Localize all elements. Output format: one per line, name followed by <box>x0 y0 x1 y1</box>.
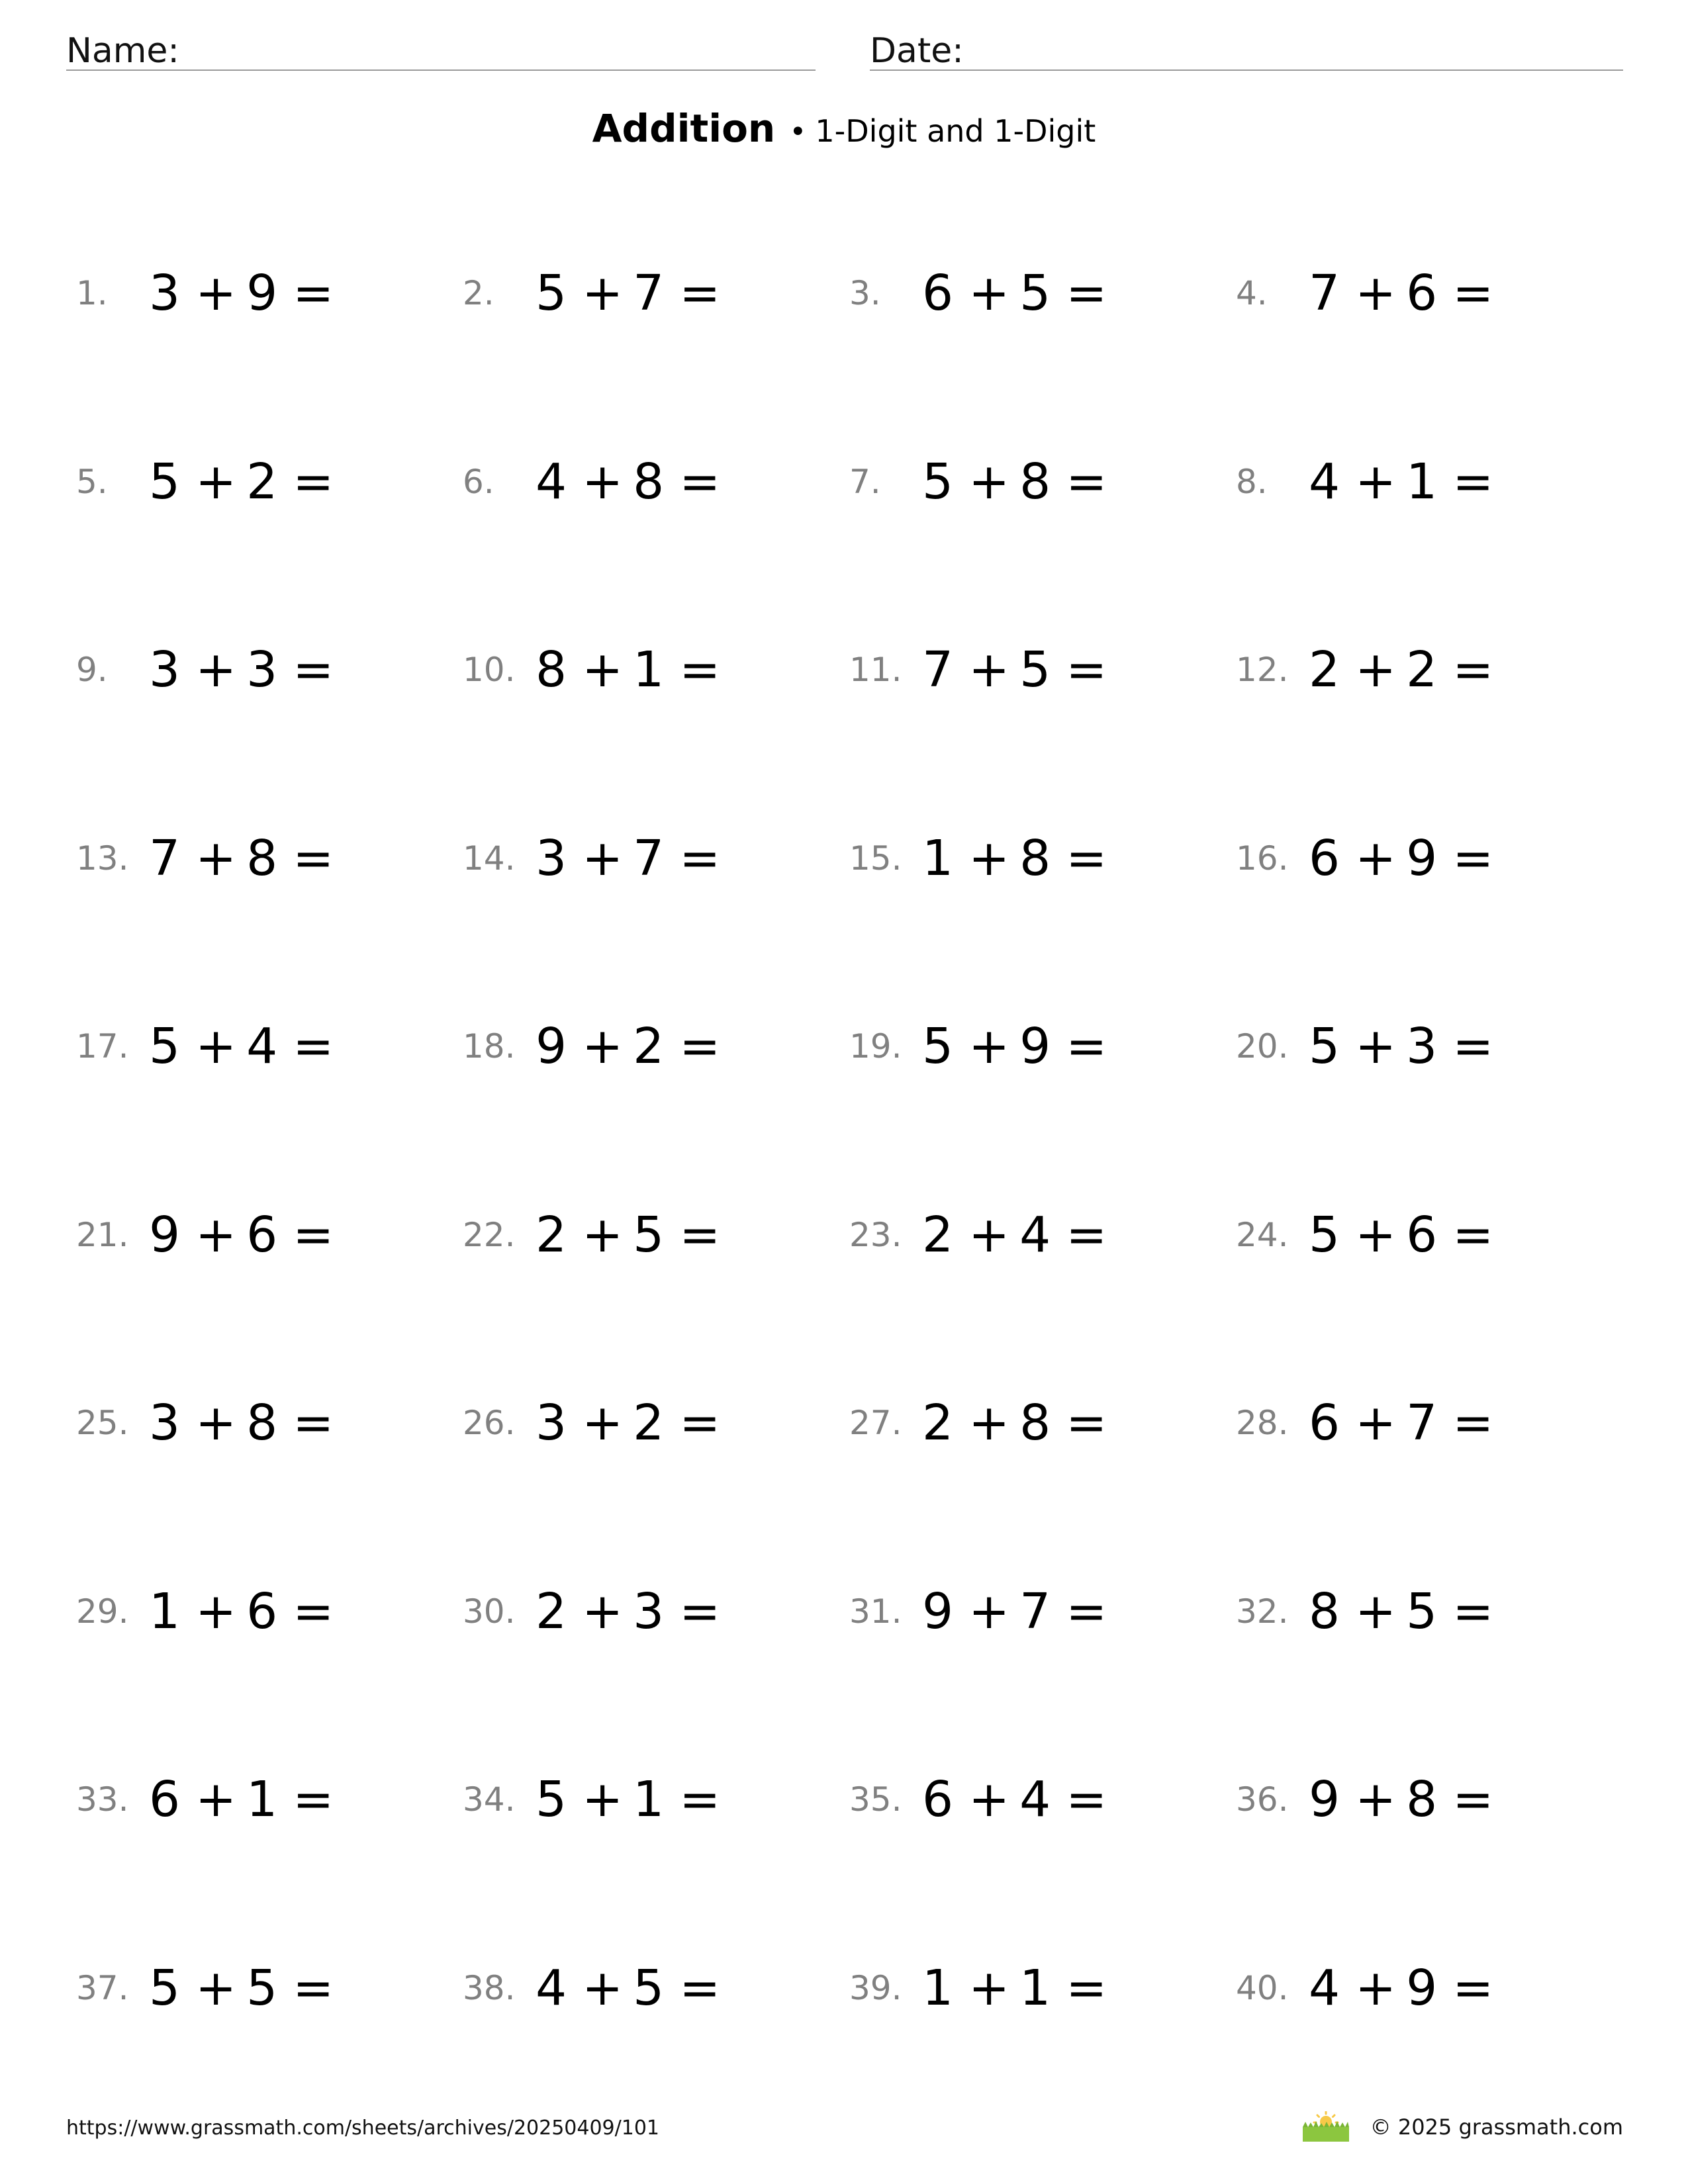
problem-expression <box>1309 1770 1494 1829</box>
plus-sign: + <box>582 1394 624 1451</box>
problem-expression <box>1309 640 1494 700</box>
equals-sign: = <box>679 1394 722 1451</box>
copyright: © 2025 grassmath.com <box>1370 2115 1623 2140</box>
plus-sign: + <box>195 1771 238 1828</box>
equals-sign: = <box>1452 641 1495 698</box>
problem-expression <box>922 1770 1107 1829</box>
plus-sign: + <box>968 1771 1011 1828</box>
problem-number: 40. <box>1236 1969 1289 2007</box>
equals-sign: = <box>679 1206 722 1263</box>
addend-a: 5 <box>922 1018 955 1075</box>
problem-number: 31. <box>849 1592 902 1631</box>
plus-sign: + <box>1355 265 1397 322</box>
addend-a: 7 <box>149 830 181 887</box>
equals-sign: = <box>293 265 335 322</box>
addend-a: 3 <box>536 830 568 887</box>
problem-number: 17. <box>76 1027 129 1066</box>
plus-sign: + <box>1355 1018 1397 1075</box>
plus-sign: + <box>195 1206 238 1263</box>
equals-sign: = <box>1452 1771 1495 1828</box>
equals-sign: = <box>1452 1394 1495 1451</box>
equals-sign: = <box>1452 1583 1495 1640</box>
addend-b: 8 <box>246 1394 279 1451</box>
addend-b: 1 <box>246 1771 279 1828</box>
addend-a: 6 <box>149 1771 181 1828</box>
addend-b: 4 <box>1019 1771 1052 1828</box>
name-label: Name: <box>66 31 179 71</box>
problem-number: 21. <box>76 1216 129 1254</box>
addend-a: 1 <box>922 830 955 887</box>
addend-a: 2 <box>536 1206 568 1263</box>
problem-number: 25. <box>76 1404 129 1442</box>
plus-sign: + <box>582 1206 624 1263</box>
equals-sign: = <box>293 1018 335 1075</box>
plus-sign: + <box>582 1583 624 1640</box>
plus-sign: + <box>1355 830 1397 887</box>
problem-expression <box>536 452 721 512</box>
plus-sign: + <box>582 453 624 510</box>
problem-expression <box>149 829 334 888</box>
problem-number: 6. <box>463 463 494 501</box>
plus-sign: + <box>1355 1206 1397 1263</box>
addend-b: 2 <box>1406 641 1438 698</box>
addend-b: 6 <box>246 1583 279 1640</box>
grass-sun-logo-icon <box>1301 2111 1350 2143</box>
problem-number: 33. <box>76 1780 129 1819</box>
addend-a: 9 <box>1309 1771 1341 1828</box>
problem-expression <box>149 1582 334 1641</box>
addend-a: 2 <box>1309 641 1341 698</box>
addend-a: 4 <box>1309 1960 1341 2017</box>
addend-b: 5 <box>1019 265 1052 322</box>
equals-sign: = <box>1452 830 1495 887</box>
addend-a: 5 <box>922 453 955 510</box>
addend-b: 3 <box>246 641 279 698</box>
problem-expression <box>1309 1958 1494 2018</box>
addend-b: 6 <box>1406 265 1438 322</box>
addend-a: 3 <box>149 1394 181 1451</box>
addend-a: 3 <box>149 641 181 698</box>
addend-b: 7 <box>1406 1394 1438 1451</box>
equals-sign: = <box>1452 265 1495 322</box>
addend-b: 5 <box>633 1960 665 2017</box>
plus-sign: + <box>968 641 1011 698</box>
problem-expression <box>536 1770 721 1829</box>
equals-sign: = <box>679 1771 722 1828</box>
addend-b: 4 <box>1019 1206 1052 1263</box>
addend-a: 7 <box>922 641 955 698</box>
equals-sign: = <box>1452 1206 1495 1263</box>
addend-a: 4 <box>1309 453 1341 510</box>
problem-expression <box>149 452 334 512</box>
footer-brand <box>1301 2109 1623 2146</box>
plus-sign: + <box>582 1018 624 1075</box>
plus-sign: + <box>968 453 1011 510</box>
addend-a: 9 <box>922 1583 955 1640</box>
problem-expression <box>536 1393 721 1453</box>
problem-number: 26. <box>463 1404 516 1442</box>
date-label: Date: <box>870 31 964 71</box>
plus-sign: + <box>582 830 624 887</box>
equals-sign: = <box>293 1394 335 1451</box>
addend-a: 6 <box>922 1771 955 1828</box>
equals-sign: = <box>1066 265 1108 322</box>
equals-sign: = <box>1452 1018 1495 1075</box>
problem-expression <box>1309 1582 1494 1641</box>
addend-b: 4 <box>246 1018 279 1075</box>
title-main: Addition <box>592 106 776 151</box>
addend-a: 7 <box>1309 265 1341 322</box>
addend-b: 2 <box>633 1394 665 1451</box>
equals-sign: = <box>679 1960 722 2017</box>
title-separator: • <box>789 115 807 149</box>
problem-number: 28. <box>1236 1404 1289 1442</box>
addend-b: 7 <box>633 265 665 322</box>
plus-sign: + <box>1355 641 1397 698</box>
problem-number: 35. <box>849 1780 902 1819</box>
equals-sign: = <box>1452 1960 1495 2017</box>
problem-expression <box>922 829 1107 888</box>
plus-sign: + <box>582 265 624 322</box>
addend-b: 8 <box>1019 1394 1052 1451</box>
addend-b: 5 <box>633 1206 665 1263</box>
problem-number: 12. <box>1236 651 1289 689</box>
problem-number: 2. <box>463 274 494 312</box>
addend-a: 6 <box>1309 830 1341 887</box>
addend-a: 5 <box>149 1018 181 1075</box>
title-subtitle: 1-Digit and 1-Digit <box>815 113 1096 149</box>
addend-b: 8 <box>246 830 279 887</box>
problem-expression <box>922 640 1107 700</box>
addend-a: 9 <box>536 1018 568 1075</box>
equals-sign: = <box>679 265 722 322</box>
problem-number: 15. <box>849 839 902 878</box>
addend-a: 5 <box>149 453 181 510</box>
problem-number: 24. <box>1236 1216 1289 1254</box>
problem-expression <box>922 1017 1107 1076</box>
addend-b: 9 <box>1406 1960 1438 2017</box>
problem-expression <box>922 1958 1107 2018</box>
equals-sign: = <box>1066 1771 1108 1828</box>
equals-sign: = <box>679 453 722 510</box>
plus-sign: + <box>968 1018 1011 1075</box>
problem-number: 27. <box>849 1404 902 1442</box>
addend-b: 7 <box>1019 1583 1052 1640</box>
addend-a: 8 <box>536 641 568 698</box>
problem-number: 20. <box>1236 1027 1289 1066</box>
plus-sign: + <box>195 641 238 698</box>
addend-b: 5 <box>246 1960 279 2017</box>
problem-expression <box>922 452 1107 512</box>
equals-sign: = <box>1066 1583 1108 1640</box>
plus-sign: + <box>1355 1771 1397 1828</box>
addend-a: 9 <box>149 1206 181 1263</box>
problem-expression <box>1309 452 1494 512</box>
equals-sign: = <box>679 1583 722 1640</box>
addend-b: 9 <box>1019 1018 1052 1075</box>
problem-number: 1. <box>76 274 108 312</box>
problem-number: 10. <box>463 651 516 689</box>
problem-number: 3. <box>849 274 881 312</box>
problem-number: 37. <box>76 1969 129 2007</box>
plus-sign: + <box>195 1394 238 1451</box>
problem-number: 19. <box>849 1027 902 1066</box>
plus-sign: + <box>1355 1394 1397 1451</box>
problem-number: 14. <box>463 839 516 878</box>
plus-sign: + <box>968 265 1011 322</box>
addend-a: 5 <box>536 265 568 322</box>
problem-number: 9. <box>76 651 108 689</box>
problem-expression <box>536 1017 721 1076</box>
addend-a: 1 <box>922 1960 955 2017</box>
plus-sign: + <box>195 453 238 510</box>
equals-sign: = <box>293 453 335 510</box>
problem-number: 16. <box>1236 839 1289 878</box>
addend-b: 8 <box>1019 453 1052 510</box>
equals-sign: = <box>679 1018 722 1075</box>
addend-a: 5 <box>149 1960 181 2017</box>
addend-b: 3 <box>633 1583 665 1640</box>
problem-expression <box>149 263 334 323</box>
addend-a: 2 <box>922 1394 955 1451</box>
problem-expression <box>149 1770 334 1829</box>
plus-sign: + <box>195 265 238 322</box>
addend-b: 5 <box>1019 641 1052 698</box>
problem-expression <box>149 1205 334 1265</box>
equals-sign: = <box>293 1771 335 1828</box>
equals-sign: = <box>1452 453 1495 510</box>
addend-b: 6 <box>246 1206 279 1263</box>
problem-number: 38. <box>463 1969 516 2007</box>
plus-sign: + <box>1355 453 1397 510</box>
addend-b: 6 <box>1406 1206 1438 1263</box>
problem-expression <box>922 1582 1107 1641</box>
addend-a: 5 <box>1309 1206 1341 1263</box>
addend-b: 1 <box>1406 453 1438 510</box>
problem-expression <box>536 263 721 323</box>
plus-sign: + <box>582 641 624 698</box>
problem-number: 13. <box>76 839 129 878</box>
equals-sign: = <box>1066 1960 1108 2017</box>
problem-number: 30. <box>463 1592 516 1631</box>
problem-expression <box>536 640 721 700</box>
problem-expression <box>149 1958 334 2018</box>
problem-number: 22. <box>463 1216 516 1254</box>
addend-b: 9 <box>1406 830 1438 887</box>
problem-expression <box>1309 1017 1494 1076</box>
problem-number: 7. <box>849 463 881 501</box>
plus-sign: + <box>968 1206 1011 1263</box>
problem-number: 29. <box>76 1592 129 1631</box>
addend-b: 9 <box>246 265 279 322</box>
addend-a: 5 <box>1309 1018 1341 1075</box>
plus-sign: + <box>968 830 1011 887</box>
equals-sign: = <box>293 830 335 887</box>
addend-a: 2 <box>536 1583 568 1640</box>
addend-a: 5 <box>536 1771 568 1828</box>
footer-url: https://www.grassmath.com/sheets/archives/20250409/101 <box>66 2116 660 2140</box>
equals-sign: = <box>293 1960 335 2017</box>
equals-sign: = <box>1066 641 1108 698</box>
problem-expression <box>1309 263 1494 323</box>
plus-sign: + <box>195 1960 238 2017</box>
plus-sign: + <box>195 1018 238 1075</box>
problem-number: 23. <box>849 1216 902 1254</box>
problem-number: 36. <box>1236 1780 1289 1819</box>
addend-a: 4 <box>536 1960 568 2017</box>
problem-expression <box>149 1017 334 1076</box>
plus-sign: + <box>968 1583 1011 1640</box>
addend-b: 1 <box>633 641 665 698</box>
problem-number: 39. <box>849 1969 902 2007</box>
addend-a: 2 <box>922 1206 955 1263</box>
addend-b: 8 <box>1406 1771 1438 1828</box>
addend-b: 5 <box>1406 1583 1438 1640</box>
addend-b: 3 <box>1406 1018 1438 1075</box>
equals-sign: = <box>679 641 722 698</box>
equals-sign: = <box>679 830 722 887</box>
equals-sign: = <box>1066 1206 1108 1263</box>
addend-b: 8 <box>633 453 665 510</box>
problem-expression <box>922 1205 1107 1265</box>
plus-sign: + <box>582 1960 624 2017</box>
problem-expression <box>536 1582 721 1641</box>
plus-sign: + <box>1355 1583 1397 1640</box>
problem-number: 5. <box>76 463 108 501</box>
problem-expression <box>1309 1393 1494 1453</box>
equals-sign: = <box>293 1206 335 1263</box>
problem-number: 4. <box>1236 274 1268 312</box>
problem-number: 18. <box>463 1027 516 1066</box>
plus-sign: + <box>968 1394 1011 1451</box>
equals-sign: = <box>293 1583 335 1640</box>
addend-b: 1 <box>633 1771 665 1828</box>
problem-expression <box>922 1393 1107 1453</box>
problem-number: 11. <box>849 651 902 689</box>
addend-a: 6 <box>1309 1394 1341 1451</box>
addend-a: 1 <box>149 1583 181 1640</box>
addend-a: 3 <box>536 1394 568 1451</box>
problem-expression <box>1309 1205 1494 1265</box>
addend-a: 4 <box>536 453 568 510</box>
equals-sign: = <box>1066 1018 1108 1075</box>
addend-b: 2 <box>633 1018 665 1075</box>
problem-expression <box>1309 829 1494 888</box>
problem-expression <box>536 1205 721 1265</box>
plus-sign: + <box>968 1960 1011 2017</box>
addend-a: 6 <box>922 265 955 322</box>
problem-number: 34. <box>463 1780 516 1819</box>
plus-sign: + <box>1355 1960 1397 2017</box>
problem-expression <box>536 829 721 888</box>
problem-number: 8. <box>1236 463 1268 501</box>
problem-expression <box>149 1393 334 1453</box>
problem-number: 32. <box>1236 1592 1289 1631</box>
addend-b: 2 <box>246 453 279 510</box>
plus-sign: + <box>195 1583 238 1640</box>
problem-expression <box>149 640 334 700</box>
addend-b: 7 <box>633 830 665 887</box>
addend-a: 8 <box>1309 1583 1341 1640</box>
equals-sign: = <box>1066 1394 1108 1451</box>
addend-b: 1 <box>1019 1960 1052 2017</box>
addend-a: 3 <box>149 265 181 322</box>
problem-expression <box>536 1958 721 2018</box>
addend-b: 8 <box>1019 830 1052 887</box>
equals-sign: = <box>1066 830 1108 887</box>
plus-sign: + <box>582 1771 624 1828</box>
problem-expression <box>922 263 1107 323</box>
plus-sign: + <box>195 830 238 887</box>
equals-sign: = <box>1066 453 1108 510</box>
equals-sign: = <box>293 641 335 698</box>
